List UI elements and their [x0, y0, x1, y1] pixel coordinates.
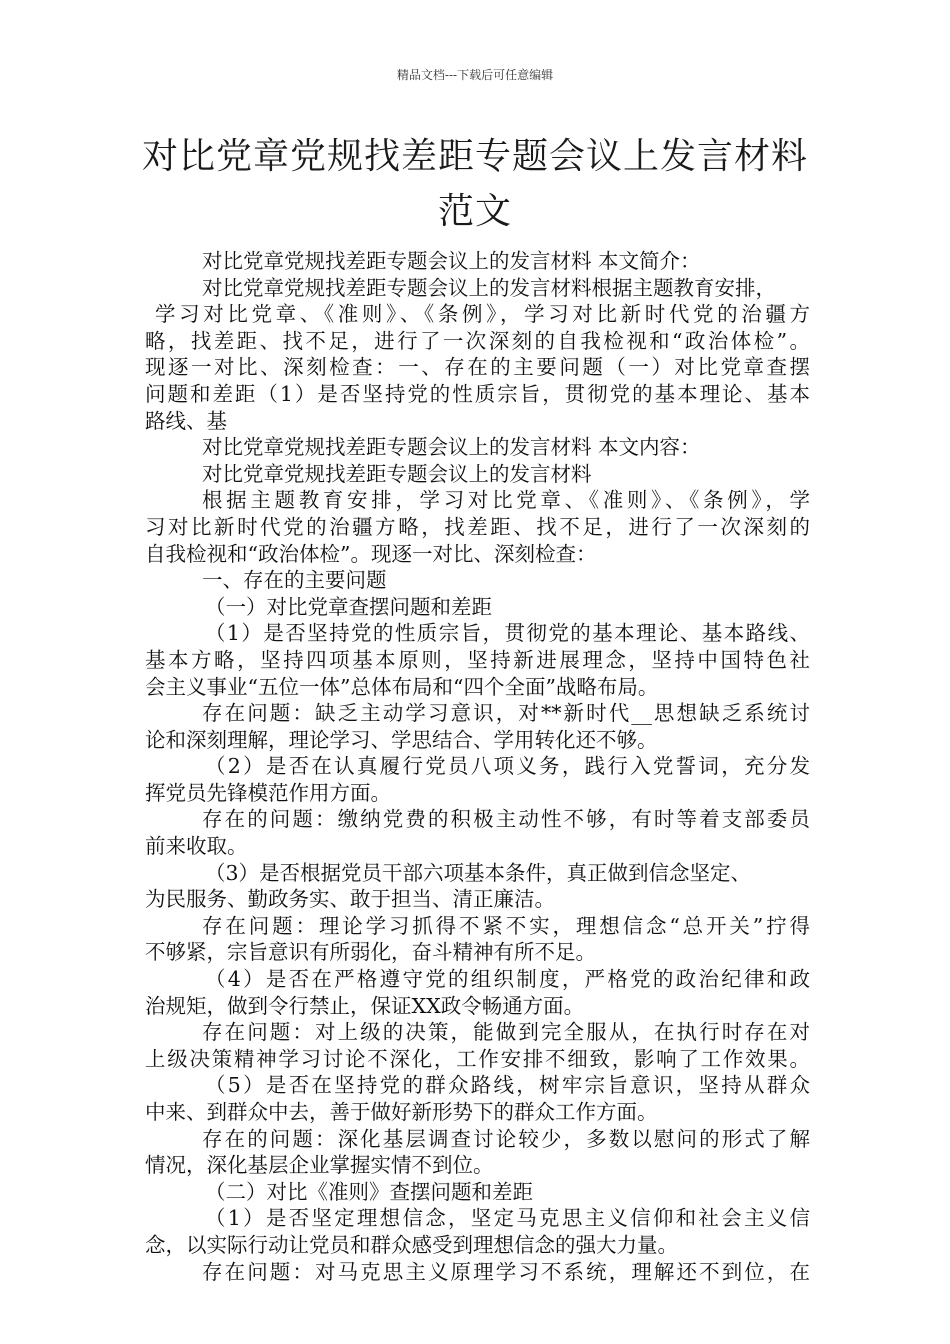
body-text-line: 对比党章党规找差距专题会议上的发言材料: [202, 461, 592, 486]
body-text-line: 挥党员先锋模范作用方面。: [145, 780, 391, 805]
body-text-line: 存在问题：对马克思主义原理学习不系统，理解还不到位，在: [202, 1259, 810, 1284]
body-text-line: 上级决策精神学习讨论不深化，工作安排不细致，影响了工作效果。: [145, 1046, 810, 1071]
page-header: 精品文档---下载后可任意编辑: [396, 68, 554, 82]
body-text-line: 存在的问题：缴纳党费的积极主动性不够，有时等着支部委员: [202, 807, 810, 832]
body-text-line: 中来、到群众中去，善于做好新形势下的群众工作方面。: [145, 1100, 658, 1124]
body-text-line: 存在的问题：深化基层调查讨论较少，多数以慰问的形式了解: [202, 1126, 810, 1151]
body-text-line: 为民服务、勤政务实、敢于担当、清正廉洁。: [145, 887, 555, 912]
body-text-line: 存在问题：对上级的决策，能做到完全服从，在执行时存在对: [202, 1020, 810, 1045]
body-text-line: （1）是否坚持党的性质宗旨，贯彻党的基本理论、基本路线、: [205, 621, 810, 646]
body-text-line: （二）对比《准则》查摆问题和差距: [205, 1179, 533, 1204]
body-text-line: 基本方略，坚持四项基本原则，坚持新进展理念，坚持中国特色社: [145, 647, 810, 672]
body-text-line: （5）是否在坚持党的群众路线，树牢宗旨意识，坚持从群众: [205, 1073, 810, 1098]
document-title-line-2: 范文: [437, 191, 512, 232]
body-text-line: 对比党章党规找差距专题会议上的发言材料根据主题教育安排，: [202, 275, 776, 300]
body-text-line: 念，以实际行动让党员和群众感受到理想信念的强大力量。: [145, 1232, 678, 1257]
body-text-line: 对比党章党规找差距专题会议上的发言材料 本文简介：: [202, 249, 701, 273]
body-text-line: 根据主题教育安排，学习对比党章、《准则》、《条例》，学: [202, 488, 810, 513]
body-text-line: 学习对比党章、《准则》、《条例》，学习对比新时代党的治疆方: [155, 302, 810, 327]
body-text-line: （1）是否坚定理想信念，坚定马克思主义信仰和社会主义信: [205, 1206, 810, 1231]
body-text-line: 路线、基: [145, 408, 227, 433]
body-text-line: 论和深刻理解，理论学习、学思结合、学用转化还不够。: [145, 727, 658, 752]
body-text-line: 一、存在的主要问题: [202, 568, 387, 593]
body-text-line: 前来收取。: [145, 834, 248, 859]
body-text-line: （一）对比党章查摆问题和差距: [205, 594, 492, 619]
body-text-line: 存在问题：理论学习抓得不紧不实，理想信念“总开关”拧得: [202, 913, 810, 938]
body-text-line: 会主义事业“五位一体”总体布局和“四个全面”战略布局。: [145, 674, 659, 699]
body-text-line: 不够紧，宗旨意识有所弱化，奋斗精神有所不足。: [145, 940, 596, 965]
body-text-line: 自我检视和“政治体检”。现逐一对比、深刻检查：: [145, 541, 597, 566]
document-body: [145, 248, 810, 1285]
body-text-line: 情况，深化基层企业掌握实情不到位。: [145, 1153, 494, 1178]
body-text-line: 习对比新时代党的治疆方略，找差距、找不足，进行了一次深刻的: [145, 514, 810, 539]
body-text-line: 略，找差距、找不足，进行了一次深刻的自我检视和“政治体检”。: [145, 328, 810, 353]
body-text-line: 治规矩，做到令行禁止，保证XX政令畅通方面。: [145, 993, 585, 1018]
body-text-line: （2）是否在认真履行党员八项义务，践行入党誓词，充分发: [205, 754, 810, 779]
body-text-line: （4）是否在严格遵守党的组织制度，严格党的政治纪律和政: [205, 967, 810, 992]
body-text-line: 现逐一对比、深刻检查：一、存在的主要问题（一）对比党章查摆: [145, 355, 810, 380]
body-text-line: 存在问题：缺乏主动学习意识，对**新时代__思想缺乏系统讨: [202, 701, 810, 726]
body-text-line: 对比党章党规找差距专题会议上的发言材料 本文内容：: [202, 435, 701, 460]
document-title-line-1: 对比党章党规找差距专题会议上发言材料: [141, 136, 808, 177]
body-text-line: （3）是否根据党员干部六项基本条件，真正做到信念坚定、: [205, 860, 752, 885]
body-text-line: 问题和差距（1）是否坚持党的性质宗旨，贯彻党的基本理论、基本: [145, 381, 810, 406]
